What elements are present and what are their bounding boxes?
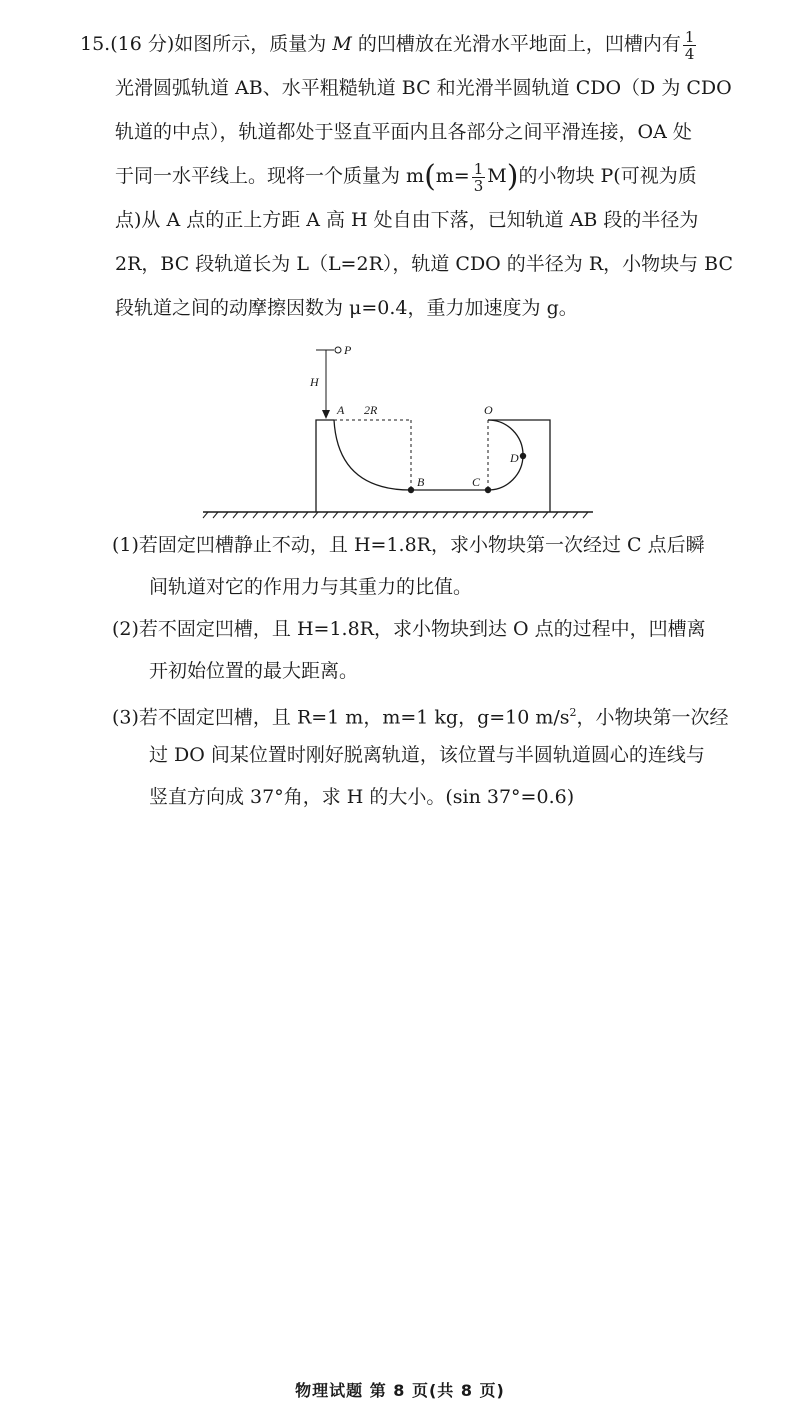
label-O: O — [484, 403, 493, 417]
question-3-line-1: (3)若不固定凹槽，且 R=1 m，m=1 kg，g=10 $m/s^2$，小物块第一次经 — [112, 706, 729, 729]
question-3-line-2: 过 DO 间某位置时刚好脱离轨道，该位置与半圆轨道圆心的连线与 — [149, 744, 705, 766]
sub-questions — [112, 524, 792, 818]
problem-number: 15. — [80, 33, 111, 55]
question-2 — [112, 608, 792, 692]
ground-hatching — [203, 512, 588, 518]
point-B — [408, 487, 414, 493]
problem-score: (16 分) — [110, 33, 175, 55]
problem-line-4: 于同一水平线上。现将一个质量为 m(m= $\frac{1}{3}$ M)的小物块 P(可视为质 — [115, 159, 697, 195]
fraction-one-third: $\frac{1}{3}$ — [473, 159, 484, 195]
label-B: B — [417, 475, 425, 489]
question-3-line-3: 竖直方向成 37°角，求 H 的大小。(sin 37°=0.6) — [149, 786, 575, 808]
problem-line-2: 光滑圆弧轨道 AB、水平粗糙轨道 BC 和光滑半圆轨道 CDO（D 为 CDO — [115, 77, 732, 99]
problem-line-3: 轨道的中点），轨道都处于竖直平面内且各部分之间平滑连接，OA 处 — [115, 121, 692, 143]
label-H: H — [310, 375, 319, 389]
label-P: P — [344, 343, 352, 357]
question-1-line-2: 间轨道对它的作用力与其重力的比值。 — [149, 576, 473, 598]
label-C: C — [472, 475, 481, 489]
problem-line-7: 段轨道之间的动摩擦因数为 μ=0.4，重力加速度为 g。 — [115, 297, 578, 319]
point-D — [520, 453, 526, 459]
question-3 — [112, 692, 792, 818]
dashed-guides — [334, 420, 488, 490]
question-1-line-1: (1)若固定凹槽静止不动，且 H=1.8R，求小物块第一次经过 C 点后瞬 — [112, 534, 705, 556]
question-2-line-2: 开初始位置的最大距离。 — [149, 660, 359, 682]
problem-line-6: 2R，BC 段轨道长为 L（L=2R），轨道 CDO 的半径为 R，小物块与 BC — [115, 253, 734, 275]
fraction-one-quarter: $\frac{1}{4}$ — [684, 27, 695, 63]
label-A: A — [337, 403, 345, 417]
block-P — [335, 347, 341, 353]
groove-diagram — [198, 336, 598, 526]
label-2R: 2R — [364, 403, 378, 417]
groove-body — [316, 420, 550, 512]
arc-AB — [334, 420, 411, 490]
question-1 — [112, 524, 792, 608]
problem-statement — [80, 22, 780, 330]
H-arrow-head — [322, 410, 330, 419]
point-C — [485, 487, 491, 493]
problem-line-5: 点)从 A 点的正上方距 A 高 H 处自由下落，已知轨道 AB 段的半径为 — [115, 209, 699, 231]
page-footer: 物理试题 第 8 页(共 8 页) — [295, 1381, 505, 1400]
question-2-line-1: (2)若不固定凹槽，且 H=1.8R，求小物块到达 O 点的过程中，凹槽离 — [112, 618, 706, 640]
groove-diagram-svg — [198, 336, 598, 526]
problem-line-1: 15.(16 分)如图所示，质量为 M 的凹槽放在光滑水平地面上，凹槽内有 $\frac{1}{4}$ — [80, 27, 695, 63]
label-D: D — [510, 451, 519, 465]
